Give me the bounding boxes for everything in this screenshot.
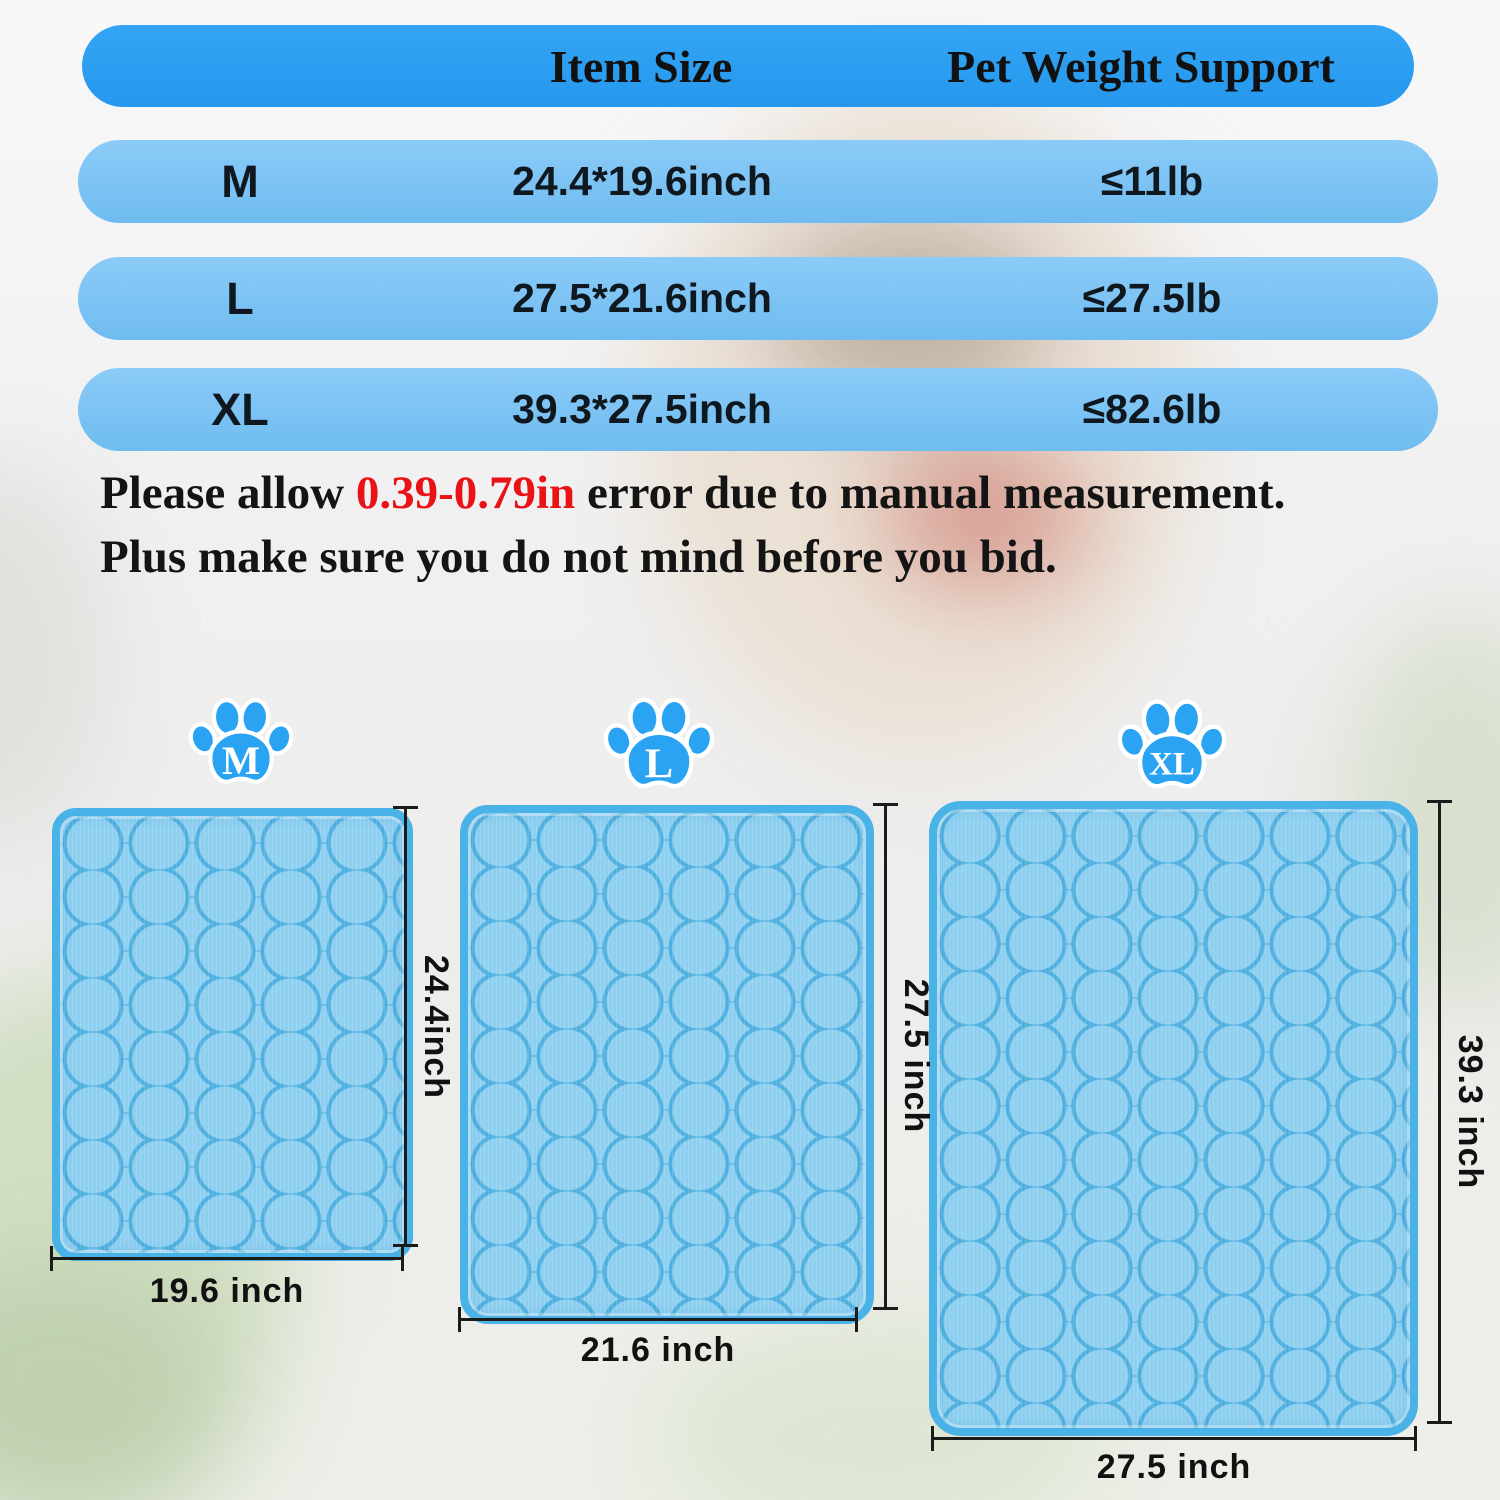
table-row-l xyxy=(78,257,1438,340)
paw-icon-l xyxy=(603,688,715,800)
size-cell: L xyxy=(226,272,254,324)
header-item-size: Item Size xyxy=(549,40,733,92)
disclaimer-highlight: 0.39-0.79in xyxy=(355,467,576,519)
dimension-line-vertical-m xyxy=(404,806,407,1247)
size-cell: XL xyxy=(211,383,269,435)
table-row-xl xyxy=(78,368,1438,451)
dimension-line-vertical-l xyxy=(884,803,887,1310)
dimension-line-horizontal-l xyxy=(458,1318,858,1321)
disclaimer-line2: Plus make sure you do not mind before you bid. xyxy=(100,530,1057,583)
dimension-line-vertical-xl xyxy=(1438,800,1441,1424)
disclaimer-text xyxy=(100,462,1460,590)
item-size-cell: 27.5*21.6inch xyxy=(512,275,772,321)
cooling-mat-l xyxy=(460,805,874,1324)
cooling-mat-xl xyxy=(929,801,1418,1436)
width-label-xl: 27.5 inch xyxy=(1096,1448,1252,1486)
item-size-cell: 24.4*19.6inch xyxy=(512,158,772,204)
height-label-m: 24.4inch xyxy=(417,954,455,1100)
weight-cell: ≤11lb xyxy=(1100,158,1204,204)
width-label-m: 19.6 inch xyxy=(149,1272,305,1310)
dimension-line-horizontal-m xyxy=(50,1257,404,1260)
table-row-m xyxy=(78,140,1438,223)
table-header-row xyxy=(82,25,1414,107)
paw-letter: M xyxy=(221,737,261,783)
width-label-l: 21.6 inch xyxy=(580,1331,736,1369)
paw-icon-xl xyxy=(1115,690,1229,800)
size-cell: M xyxy=(221,155,259,207)
paw-letter: XL xyxy=(1149,746,1195,783)
header-weight-support: Pet Weight Support xyxy=(947,40,1335,92)
paw-letter: L xyxy=(644,740,674,788)
gray-blur-left xyxy=(0,460,110,840)
height-label-l: 27.5 inch xyxy=(897,978,935,1134)
disclaimer-prefix: Please allow xyxy=(100,467,356,519)
height-label-xl: 39.3 inch xyxy=(1451,1034,1489,1190)
weight-cell: ≤82.6lb xyxy=(1082,386,1222,432)
item-size-cell: 39.3*27.5inch xyxy=(512,386,772,432)
disclaimer-suffix: error due to manual measurement. xyxy=(575,467,1286,519)
paw-icon-m xyxy=(188,686,294,798)
disclaimer-line1 xyxy=(100,462,1460,526)
cooling-mat-m xyxy=(52,808,413,1261)
weight-cell: ≤27.5lb xyxy=(1082,275,1222,321)
dimension-line-horizontal-xl xyxy=(931,1437,1417,1440)
